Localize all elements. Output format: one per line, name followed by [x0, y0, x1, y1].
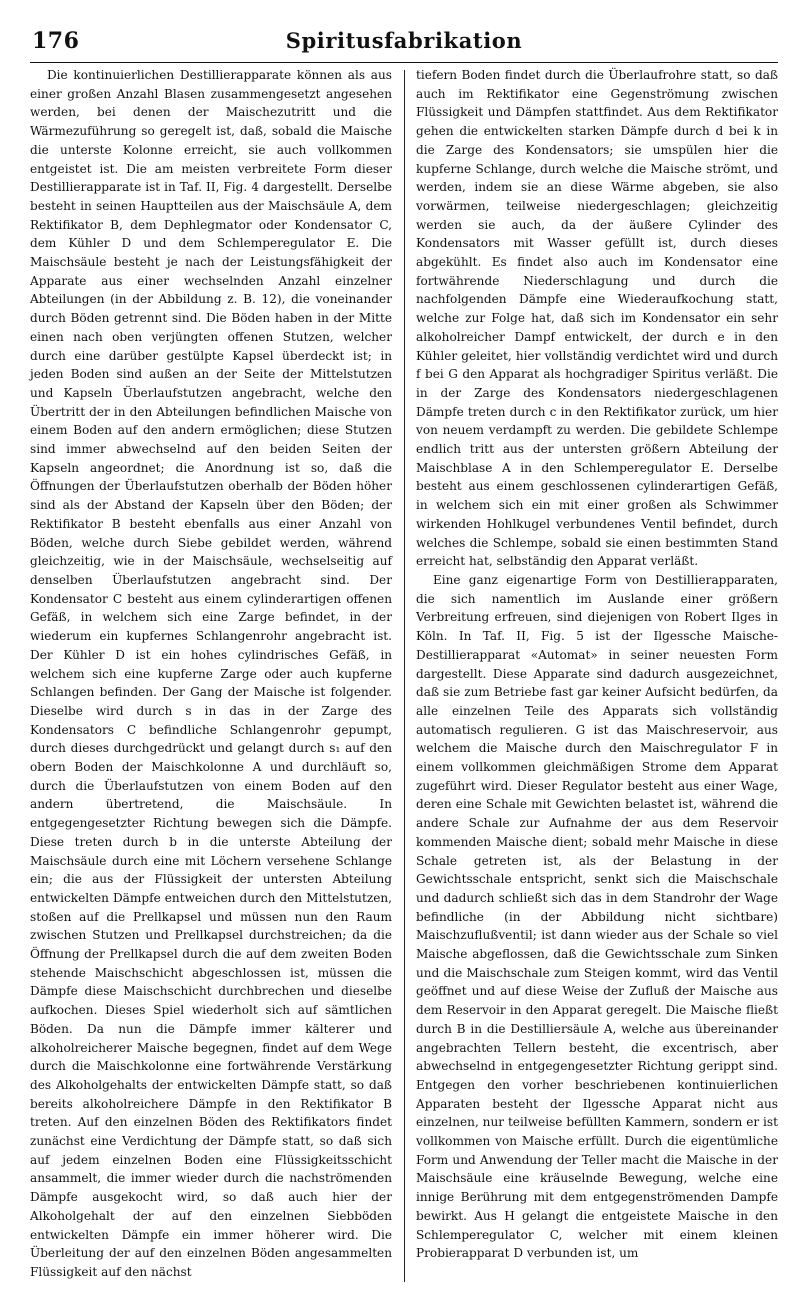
left-column	[30, 66, 392, 1282]
right-paragraph-2: Eine ganz eigenartige Form von Destillierapparaten, die sich namentlich im Auslande einer größern Verbreitung erfreuen, sind diejenigen von Robert Ilges in Köln. In Taf. II, Fig. 5 ist der Ilgessche Maische-Destillierapparat «Automat» in seiner neuesten Form dargestellt. Diese Apparate sind dadurch ausgezeichnet, daß sie zum Betriebe fast gar keiner Aufsicht bedürfen, da alle einzelnen Teile des Apparats sich vollständig automatisch regulieren. G ist das Maischreservoir, aus welchem die Maische durch den Maischregulator F in einem vollkommen gleichmäßigen Strome dem Apparat zugeführt wird. Dieser Regulator besteht aus einer Wage, deren eine Schale mit Gewichten belastet ist, während die andere Schale zur Aufnahme der aus dem Reservoir kommenden Maische dient; sobald mehr Maische in diese Schale getreten ist, als der Belastung in der Gewichtsschale entspricht, senkt sich die Maischschale und dadurch schließt sich das in dem Standrohr der Wage befindliche (in der Abbildung nicht sichtbare) Maischzuflußventil; ist dann wieder aus der Schale so viel Maische abgeflossen, daß die Gewichtsschale zum Sinken und die Maischschale zum Steigen kommt, wird das Ventil geöffnet und auf diese Weise der Zufluß der Maische aus dem Reservoir in den Apparat geregelt. Die Maische fließt durch B in die Destilliersäule A, welche aus übereinander angebrachten Tellern besteht, die excentrisch, aber abwechselnd in entgegengesetzter Richtung gerippt sind. Entgegen den vorher beschriebenen kontinuierlichen Apparaten besteht der Ilgessche Apparat nicht aus einzelnen, nur teilweise befüllten Kammern, sondern er ist vollkommen von Maische erfüllt. Durch die eigentümliche Form und Anwendung der Teller macht die Maische in der Maischsäule eine kräuselnde Bewegung, welche eine innige Berührung mit dem entgegenströmenden Dampfe bewirkt. Aus H gelangt die entgeistete Maische in den Schlemperegulator C, welcher mit einem kleinen Probierapparat D verbunden ist, um	[416, 572, 778, 1261]
page-number: 176	[32, 28, 80, 54]
column-divider	[404, 70, 405, 1282]
running-title: Spiritusfabrikation	[285, 28, 523, 53]
header-rule	[30, 62, 778, 63]
page-header	[30, 28, 778, 58]
right-column	[416, 66, 778, 1263]
left-paragraph-1: Die kontinuierlichen Destillierapparate können als aus einer großen Anzahl Blasen zusammengesetzt angesehen werden, bei denen der Maischezutritt und die Wärmezuführung so geregelt ist, daß, sobald die Maische die unterste Kolonne erreicht, sie auch vollkommen entgeistet ist. Die am meisten verbreitete Form dieser Destillierapparate ist in Taf. II, Fig. 4 dargestellt. Derselbe besteht in seinen Hauptteilen aus der Maischsäule A, dem Rektifikator B, dem Dephlegmator oder Kondensator C, dem Kühler D und dem Schlemperegulator E. Die Maischsäule besteht je nach der Leistungsfähigkeit der Apparate aus einer wechselnden Anzahl einzelner Abteilungen (in der Abbildung z. B. 12), die voneinander durch Böden getrennt sind. Die Böden haben in der Mitte einen nach oben verjüngten offenen Stutzen, welcher durch eine darüber gestülpte Kapsel überdeckt ist; in jeden Boden sind außen an der Seite der Mittelstutzen und Kapseln Überlaufstutzen angebracht, welche den Übertritt der in den Abteilungen befindlichen Maische von einem Boden auf den andern ermöglichen; diese Stutzen sind immer abwechselnd auf den beiden Seiten der Kapseln angeordnet; die Anordnung ist so, daß die Öffnungen der Überlaufstutzen oberhalb der Böden höher sind als der Abstand der Kapseln über den Böden; der Rektifikator B besteht ebenfalls aus einer Anzahl von Böden, welche durch Siebe gebildet werden, während gleichzeitig, wie in der Maischsäule, wechselseitig auf denselben Überlaufstutzen angebracht sind. Der Kondensator C besteht aus einem cylinderartigen offenen Gefäß, in welchem sich eine Zarge befindet, in der wiederum ein kupfernes Schlangenrohr angebracht ist. Der Kühler D ist ein hohes cylindrisches Gefäß, in welchem sich eine kupferne Zarge oder auch kupferne Schlangen befinden. Der Gang der Maische ist folgender. Dieselbe wird durch s in das in der Zarge des Kondensators C befindliche Schlangenrohr gepumpt, durch dieses durchgedrückt und gelangt durch s₁ auf den obern Boden der Maischkolonne A und durchläuft so, durch die Überlaufstutzen von einem Boden auf den andern übertretend, die Maischsäule. In entgegengesetzter Richtung bewegen sich die Dämpfe. Diese treten durch b in die unterste Abteilung der Maischsäule durch eine mit Löchern versehene Schlange ein; die aus der Flüssigkeit der untersten Abteilung entwickelten Dämpfe entweichen durch den Mittelstutzen, stoßen auf die Prellkapsel und müssen nun den Raum zwischen Stutzen und Prellkapsel durchstreichen; da die Öffnung der Prellkapsel durch die auf dem zweiten Boden stehende Maischschicht abgeschlossen ist, müssen die Dämpfe diese Maischschicht durchbrechen und dieselbe aufkochen. Dieses Spiel wiederholt sich auf sämtlichen Böden. Da nun die Dämpfe immer kälterer und alkoholreicherer Maische begegnen, findet auf dem Wege durch die Maischkolonne eine fortwährende Verstärkung des Alkoholgehalts der entwickelten Dämpfe statt, so daß bereits alkoholreichere Dämpfe in den Rektifikator B treten. Auf den einzelnen Böden des Rektifikators findet zunächst eine Verdichtung der Dämpfe statt, so daß sich auf jedem einzelnen Boden eine Flüssigkeitsschicht ansammelt, die immer wieder durch die nachströmenden Dämpfe ausgekocht wird, so daß auch hier der Alkoholgehalt der auf den einzelnen Siebböden entwickelten Dämpfe ein immer höherer wird. Die Überleitung der auf den einzelnen Böden angesammelten Flüssigkeit auf den nächst	[30, 68, 392, 1279]
right-paragraph-1: tiefern Boden findet durch die Überlaufrohre statt, so daß auch im Rektifikator eine Gegenströmung zwischen Flüssigkeit und Dämpfen stattfindet. Aus dem Rektifikator gehen die entwickelten starken Dämpfe durch d bei k in die Zarge des Kondensators; sie umspülen hier die kupferne Schlange, durch welche die Maische strömt, und werden, indem sie an diese Wärme abgeben, sie also vorwärmen, teilweise niedergeschlagen; gleichzeitig werden sie auch, da der äußere Cylinder des Kondensators mit Wasser gefüllt ist, durch dieses abgekühlt. Es findet also auch im Kondensator eine fortwährende Niederschlagung und durch die nachfolgenden Dämpfe eine Wiederaufkochung statt, welche zur Folge hat, daß sich im Kondensator ein sehr alkoholreicher Dampf entwickelt, der durch e in den Kühler geleitet, hier vollständig verdichtet wird und durch f bei G den Apparat als hochgradiger Spiritus verläßt. Die in der Zarge des Kondensators niedergeschlagenen Dämpfe treten durch c in den Rektifikator zurück, um hier von neuem verdampft zu werden. Die gebildete Schlempe endlich tritt aus der untersten größern Abteilung der Maischblase A in den Schlemperegulator E. Derselbe besteht aus einem geschlossenen cylinderartigen Gefäß, in welchem sich ein mit einer großen als Schwimmer wirkenden Hohlkugel verbundenes Ventil befindet, durch welches die Schlempe, sobald sie einen bestimmten Stand erreicht hat, selbständig den Apparat verläßt.	[416, 68, 778, 569]
